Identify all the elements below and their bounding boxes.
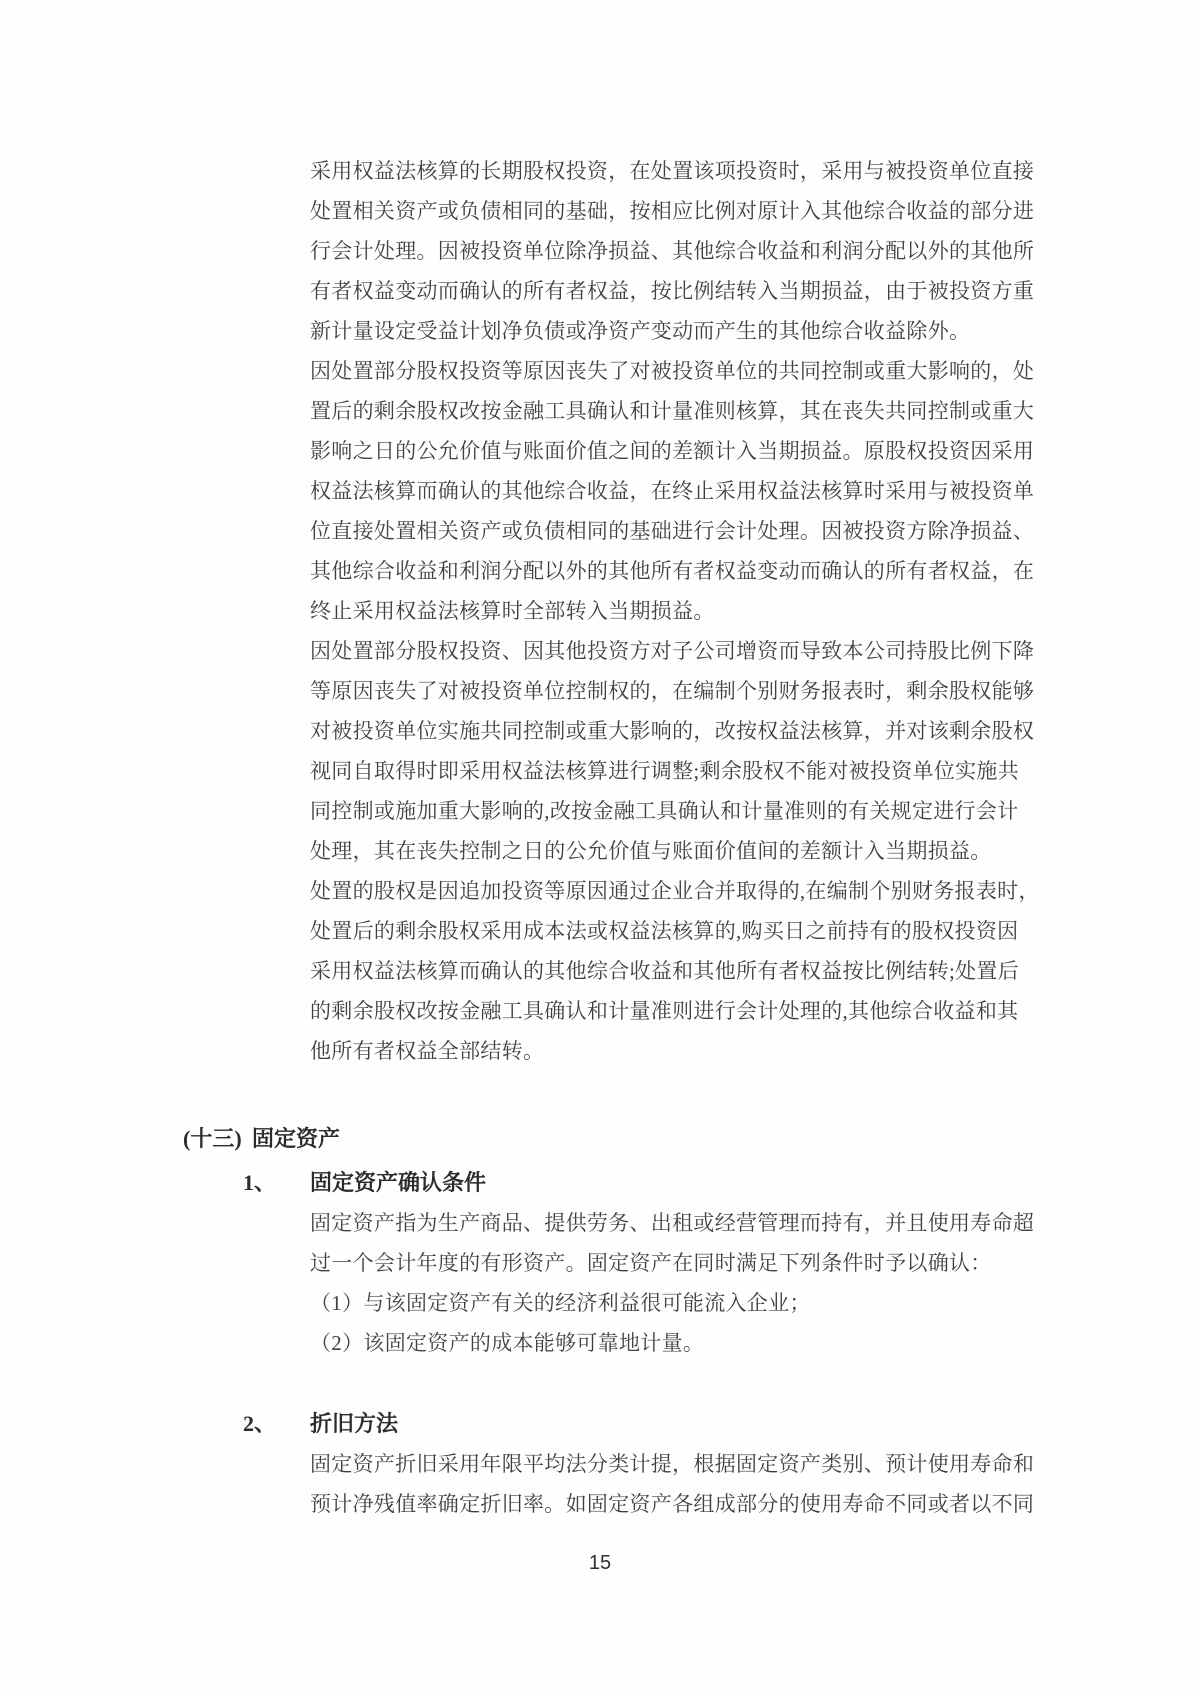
text-line: 终止采用权益法核算时全部转入当期损益。 xyxy=(310,599,715,623)
text-line: 新计量设定受益计划净负债或净资产变动而产生的其他综合收益除外。 xyxy=(310,319,971,343)
page-number: 15 xyxy=(588,1552,612,1574)
subsection-heading-depreciation-method xyxy=(243,1404,398,1444)
text-line: 有者权益变动而确认的所有者权益，按比例结转入当期损益，由于被投资方重 xyxy=(310,279,1035,303)
subsection-title: 折旧方法 xyxy=(310,1411,399,1436)
text-line: 等原因丧失了对被投资单位控制权的，在编制个别财务报表时，剩余股权能够 xyxy=(310,679,1035,703)
section-title: 固定资产 xyxy=(252,1126,341,1151)
text-line: （2）该固定资产的成本能够可靠地计量。 xyxy=(310,1331,705,1355)
text-line: （1）与该固定资产有关的经济利益很可能流入企业； xyxy=(310,1291,811,1315)
policy-text-block xyxy=(310,151,1040,1071)
text-line: 过一个会计年度的有形资产。固定资产在同时满足下列条件时予以确认： xyxy=(310,1251,992,1275)
text-line: 处置相关资产或负债相同的基础，按相应比例对原计入其他综合收益的部分进 xyxy=(310,199,1035,223)
subsection-title: 固定资产确认条件 xyxy=(310,1170,487,1195)
text-line: 置后的剩余股权改按金融工具确认和计量准则核算，其在丧失共同控制或重大 xyxy=(310,399,1035,423)
text-line: 对被投资单位实施共同控制或重大影响的，改按权益法核算，并对该剩余股权 xyxy=(310,719,1035,743)
text-line: 固定资产折旧采用年限平均法分类计提，根据固定资产类别、预计使用寿命和 xyxy=(310,1452,1035,1476)
section-heading-fixed-assets xyxy=(183,1119,340,1159)
text-line: 采用权益法核算而确认的其他综合收益和其他所有者权益按比例结转;处置后 xyxy=(310,959,1020,983)
paragraph-loss-of-control xyxy=(310,631,1040,871)
paragraph-equity-method-disposal xyxy=(310,151,1040,351)
text-line: 同控制或施加重大影响的,改按金融工具确认和计量准则的有关规定进行会计 xyxy=(310,799,1019,823)
subsection-body-depreciation-method xyxy=(310,1444,1040,1524)
paragraph-loss-of-joint-control xyxy=(310,351,1040,631)
paragraph-business-combination-disposal xyxy=(310,871,1040,1071)
text-line: 采用权益法核算的长期股权投资，在处置该项投资时，采用与被投资单位直接 xyxy=(310,159,1035,183)
text-line: 的剩余股权改按金融工具确认和计量准则进行会计处理的,其他综合收益和其 xyxy=(310,999,1019,1023)
subsection-heading-recognition-criteria xyxy=(243,1163,486,1203)
text-line: 位直接处置相关资产或负债相同的基础进行会计处理。因被投资方除净损益、 xyxy=(310,519,1035,543)
text-line: 预计净残值率确定折旧率。如固定资产各组成部分的使用寿命不同或者以不同 xyxy=(310,1492,1035,1516)
text-line: 处置的股权是因追加投资等原因通过企业合并取得的,在编制个别财务报表时， xyxy=(310,879,1040,903)
subsection-number: 2、 xyxy=(243,1411,277,1436)
text-line: 影响之日的公允价值与账面价值之间的差额计入当期损益。原股权投资因采用 xyxy=(310,439,1035,463)
text-line: 因处置部分股权投资等原因丧失了对被投资单位的共同控制或重大影响的，处 xyxy=(310,359,1035,383)
text-line: 固定资产指为生产商品、提供劳务、出租或经营管理而持有，并且使用寿命超 xyxy=(310,1211,1035,1235)
subsection-number: 1、 xyxy=(243,1170,277,1195)
text-line: 权益法核算而确认的其他综合收益，在终止采用权益法核算时采用与被投资单 xyxy=(310,479,1035,503)
text-line: 处置后的剩余股权采用成本法或权益法核算的,购买日之前持有的股权投资因 xyxy=(310,919,1019,943)
text-line: 行会计处理。因被投资单位除净损益、其他综合收益和利润分配以外的其他所 xyxy=(310,239,1035,263)
subsection-body-recognition-criteria xyxy=(310,1203,1040,1363)
text-line: 处理，其在丧失控制之日的公允价值与账面价值间的差额计入当期损益。 xyxy=(310,839,992,863)
text-line: 视同自取得时即采用权益法核算进行调整;剩余股权不能对被投资单位实施共 xyxy=(310,759,1020,783)
text-line: 他所有者权益全部结转。 xyxy=(310,1039,545,1063)
text-line: 其他综合收益和利润分配以外的其他所有者权益变动而确认的所有者权益，在 xyxy=(310,559,1035,583)
section-number-label: (十三) xyxy=(183,1126,242,1151)
text-line: 因处置部分股权投资、因其他投资方对子公司增资而导致本公司持股比例下降 xyxy=(310,639,1035,663)
